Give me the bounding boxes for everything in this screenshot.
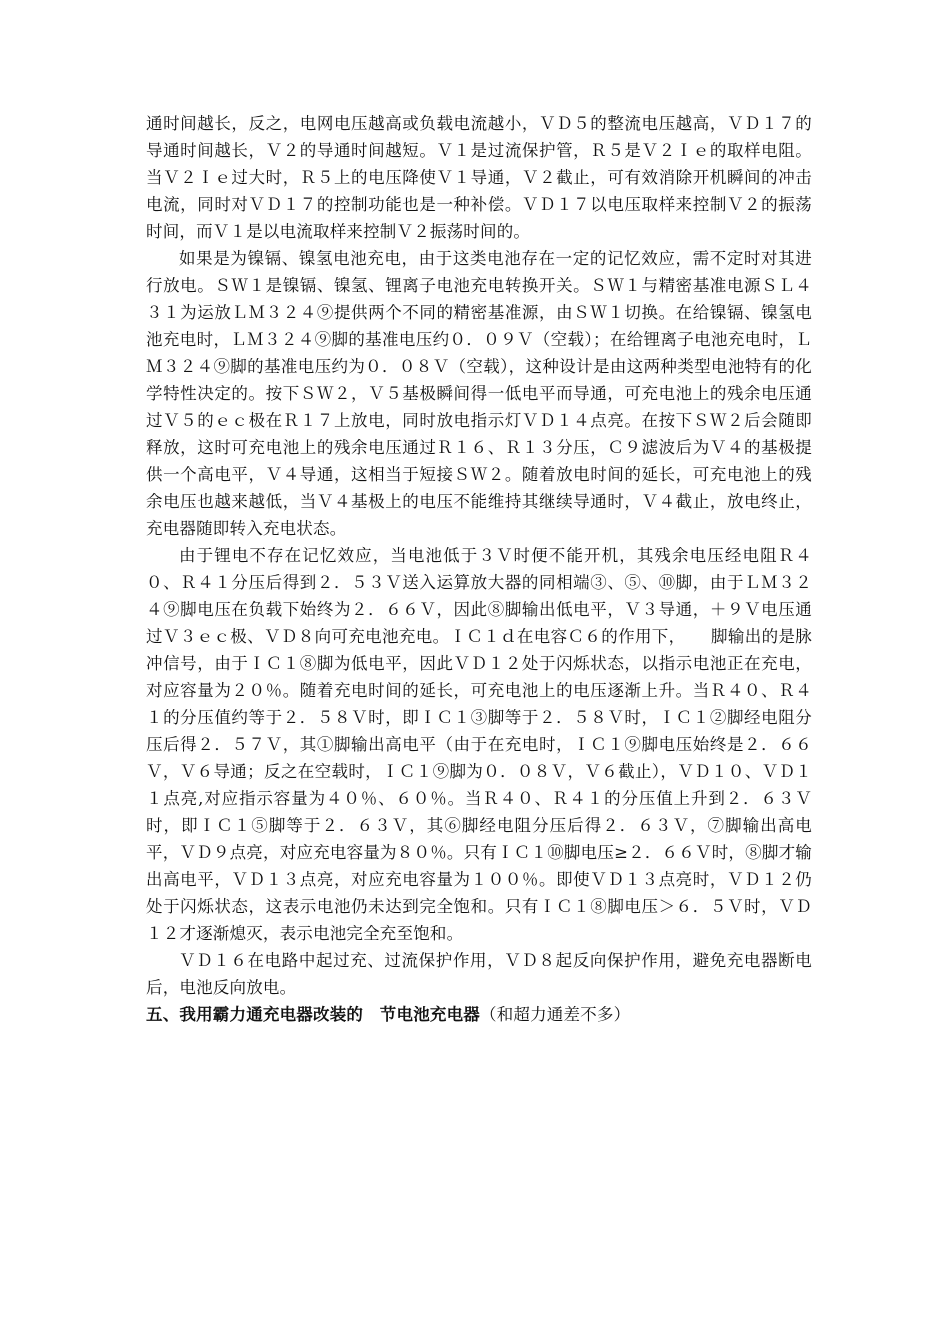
document-page (146, 110, 812, 1028)
paragraph-discharge: 如果是为镍镉、镍氢电池充电，由于这类电池存在一定的记忆效应，需不定时对其进行放电。ＳＷ１是镍镉、镍氢、锂离子电池充电转换开关。ＳＷ１与精密基准电源ＳＬ４３１为运放ＬＭ３２４⑨提供两个不同的精密基准源，由ＳＷ１切换。在给镍镉、镍氢电池充电时，ＬＭ３２４⑨脚的基准电压约０．０９Ｖ（空载）；在给锂离子电池充电时，ＬＭ３２４⑨脚的基准电压约为０．０８Ｖ（空载），这种设计是由这两种类型电池特有的化学特性决定的。按下ＳＷ２，Ｖ５基极瞬间得一低电平而导通，可充电池上的残余电压通过Ｖ５的ｅｃ极在Ｒ１７上放电，同时放电指示灯ＶＤ１４点亮。在按下ＳＷ２后会随即释放，这时可充电池上的残余电压通过Ｒ１６、Ｒ１３分压，Ｃ９滤波后为Ｖ４的基极提供一个高电平，Ｖ４导通，这相当于短接ＳＷ２。随着放电时间的延长，可充电池上的残余电压也越来越低，当Ｖ４基极上的电压不能维持其继续导通时，Ｖ４截止，放电终止，充电器随即转入充电状态。 (146, 249, 812, 538)
section-heading-note: （和超力通差不多） (480, 1005, 631, 1024)
section-heading-title: 五、我用霸力通充电器改装的 节电池充电器 (146, 1005, 480, 1024)
paragraph-continuation: 通时间越长，反之，电网电压越高或负载电流越小，ＶＤ５的整流电压越高，ＶＤ１７的导通时间越长，Ｖ２的导通时间越短。Ｖ１是过流保护管，Ｒ５是Ｖ２Ｉｅ的取样电阻。当Ｖ２Ｉｅ过大时，Ｒ５上的电压降使Ｖ１导通，Ｖ２截止，可有效消除开机瞬间的冲击电流，同时对ＶＤ１７的控制功能也是一种补偿。ＶＤ１７以电压取样来控制Ｖ２的振荡时间，而Ｖ１是以电流取样来控制Ｖ２振荡时间的。 (146, 114, 812, 241)
section-heading (146, 1001, 812, 1028)
paragraph-protection: ＶＤ１６在电路中起过充、过流保护作用，ＶＤ８起反向保护作用，避免充电器断电后，电池反向放电。 (146, 951, 812, 997)
paragraph-lithium-charging: 由于锂电不存在记忆效应，当电池低于３Ｖ时便不能开机，其残余电压经电阻Ｒ４０、Ｒ４１分压后得到２．５３Ｖ送入运算放大器的同相端③、⑤、⑩脚，由于ＬＭ３２４⑨脚电压在负载下始终为２．６６Ｖ，因此⑧脚输出低电平，Ｖ３导通，＋９Ｖ电压通过Ｖ３ｅｃ极、ＶＤ８向可充电池充电。ＩＣ１ｄ在电容Ｃ６的作用下， 脚输出的是脉冲信号，由于ＩＣ１⑧脚为低电平，因此ＶＤ１２处于闪烁状态，以指示电池正在充电，对应容量为２０％。随着充电时间的延长，可充电池上的电压逐渐上升。当Ｒ４０、Ｒ４１的分压值约等于２．５８Ｖ时，即ＩＣ１③脚等于２．５８Ｖ时，ＩＣ１②脚经电阻分压后得２．５７Ｖ，其①脚输出高电平（由于在充电时，ＩＣ１⑨脚电压始终是２．６６Ｖ，Ｖ６导通；反之在空载时，ＩＣ１⑨脚为０．０８Ｖ，Ｖ６截止），ＶＤ１０、ＶＤ１１点亮,对应指示容量为４０％、６０％。当Ｒ４０、Ｒ４１的分压值上升到２．６３Ｖ时，即ＩＣ１⑤脚等于２．６３Ｖ，其⑥脚经电阻分压后得２．６３Ｖ，⑦脚输出高电平，ＶＤ９点亮，对应充电容量为８０％。只有ＩＣ１⑩脚电压≥２．６６Ｖ时，⑧脚才输出高电平，ＶＤ１３点亮，对应充电容量为１００％。即使ＶＤ１３点亮时，ＶＤ１２仍处于闪烁状态，这表示电池仍未达到完全饱和。只有ＩＣ１⑧脚电压＞６．５Ｖ时，ＶＤ１２才逐渐熄灭，表示电池完全充至饱和。 (146, 546, 812, 943)
